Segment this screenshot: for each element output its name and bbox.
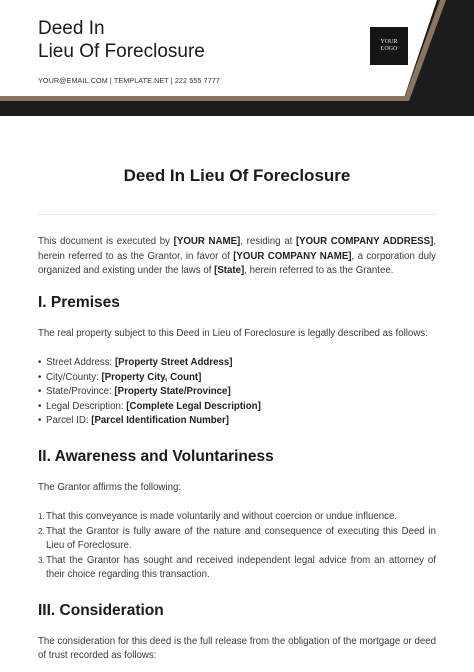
item-label: Street Address: (46, 357, 115, 368)
intro-text: , herein referred to as the Grantee. (244, 265, 394, 276)
list-item (38, 510, 436, 525)
header-title-line1: Deed In (38, 18, 105, 39)
placeholder-state: [State] (214, 265, 245, 276)
item-value: [Property State/Province] (114, 386, 231, 397)
title-divider (38, 214, 436, 215)
company-logo (370, 27, 408, 65)
item-value: [Property City, Count] (101, 371, 202, 383)
consideration-text: The consideration for this deed is the full release from the obligation of the mortgage or deed of trust recorded as follows: (38, 635, 436, 661)
placeholder-company-name: [YOUR COMPANY NAME] (233, 250, 352, 262)
section-heading-awareness: II. Awareness and Voluntariness (38, 447, 274, 465)
intro-paragraph (38, 235, 436, 279)
section-heading-consideration: III. Consideration (38, 601, 164, 619)
header-banner (0, 0, 474, 116)
item-number: 1. (38, 512, 45, 521)
item-text: That the Grantor is fully aware of the nature and consequence of executing this Deed in Lieu of Foreclosure. (46, 525, 436, 551)
logo-line2: LOGO (380, 46, 398, 52)
item-label: Legal Description: (46, 400, 127, 412)
item-label: City/County: (46, 371, 102, 383)
document-body (38, 235, 436, 664)
item-text: That the Grantor has sought and received independent legal advice from an attorney of their choice regarding this transaction. (46, 554, 436, 580)
item-number: 3. (38, 555, 45, 565)
document-title: Deed In Lieu Of Foreclosure (123, 166, 351, 185)
list-item (38, 525, 436, 554)
awareness-list (38, 510, 436, 583)
item-label: State/Province: (46, 386, 115, 397)
logo-line1: YOUR (380, 39, 398, 45)
premises-list (38, 356, 436, 429)
intro-text: This document is executed by (38, 236, 174, 247)
list-item (38, 356, 436, 371)
list-item (38, 371, 436, 386)
placeholder-company-address: [YOUR COMPANY ADDRESS] (295, 236, 434, 247)
list-item (38, 400, 436, 415)
intro-text: , a corporation duly organized and existing under the laws of (38, 250, 436, 276)
header-title-line2: Lieu Of Foreclosure (38, 41, 205, 62)
item-label: Parcel ID: (46, 415, 92, 426)
item-text: That this conveyance is made voluntarily and without coercion or undue influence. (46, 511, 398, 522)
intro-text: , residing at (240, 236, 296, 247)
list-item (38, 414, 436, 429)
placeholder-your-name: [YOUR NAME] (173, 236, 241, 247)
header-title (38, 17, 205, 63)
section-heading-premises: I. Premises (38, 293, 120, 311)
list-item (38, 554, 436, 583)
premises-text: The real property subject to this Deed in Lieu of Foreclosure is legally described as follows: (38, 327, 428, 339)
item-value: [Parcel Identification Number] (91, 415, 230, 426)
intro-text: , herein referred to as the Grantor, in favor of (38, 236, 437, 262)
header-contact: YOUR@EMAIL.COM | TEMPLATE.NET | 222 555 7777 (38, 76, 221, 85)
awareness-text: The Grantor affirms the following: (38, 481, 182, 493)
list-item (38, 385, 436, 400)
item-value: [Complete Legal Description] (126, 400, 261, 412)
item-value: [Property Street Address] (114, 357, 233, 368)
item-number: 2. (38, 526, 45, 536)
